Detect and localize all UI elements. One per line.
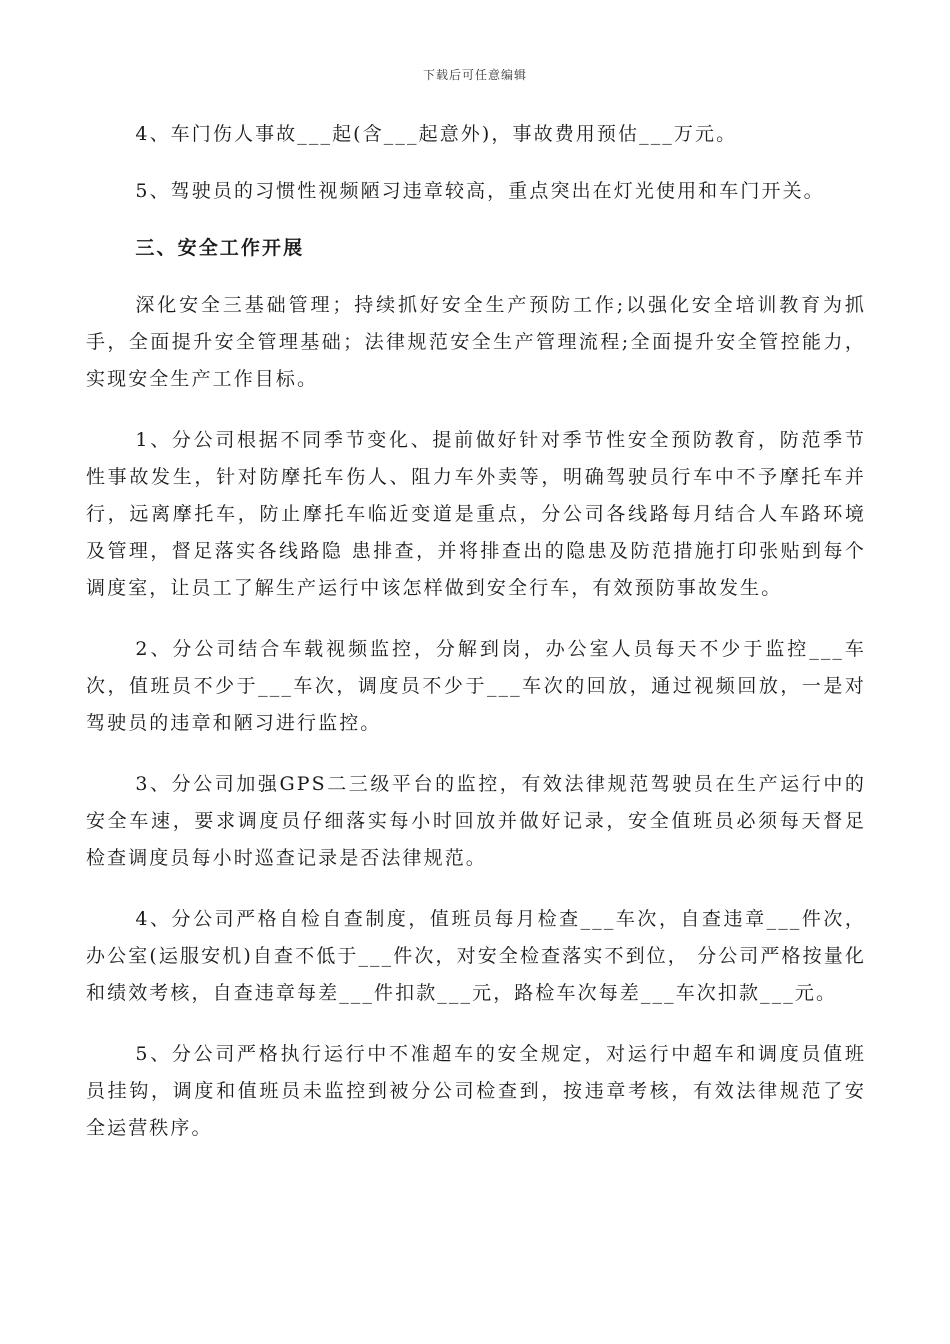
document-body (86, 116, 866, 1147)
paragraph-item-5: 5、驾驶员的习惯性视频陋习违章较高，重点突出在灯光使用和车门开关。 (135, 180, 825, 202)
paragraph-4: 4、分公司严格自检自查制度，值班员每月检查___车次，自查违章___件次，办公室(运服安机)自查不低于___件次，对安全检查落实不到位， 分公司严格按量化和绩效考核，自查违章每差___件扣款___元，路检车次每差___车次扣款___元。 (86, 908, 866, 1004)
paragraph-2: 2、分公司结合车载视频监控，分解到岗，办公室人员每天不少于监控___车次，值班员不少于___车次，调度员不少于___车次的回放，通过视频回放，一是对驾驶员的违章和陋习进行监控。 (86, 638, 866, 734)
paragraph-intro: 深化安全三基础管理；持续抓好安全生产预防工作;以强化安全培训教育为抓手，全面提升安全管理基础；法律规范安全生产管理流程;全面提升安全管控能力，实现安全生产工作目标。 (86, 294, 866, 390)
header-note: 下载后可任意编辑 (422, 68, 527, 82)
paragraph-3: 3、分公司加强GPS二三级平台的监控，有效法律规范驾驶员在生产运行中的安全车速，要求调度员仔细落实每小时回放并做好记录，安全值班员必须每天督足检查调度员每小时巡查记录是否法律规范。 (86, 773, 866, 869)
section-heading: 三、安全工作开展 (135, 237, 305, 259)
paragraph-1: 1、分公司根据不同季节变化、提前做好针对季节性安全预防教育，防范季节性事故发生，针对防摩托车伤人、阻力车外卖等，明确驾驶员行车中不予摩托车并行，远离摩托车，防止摩托车临近变道是重点，分公司各线路每月结合人车路环境及管理，督足落实各线路隐 患排查，并将排查出的隐患及防范措施打印张贴到每个调度室，让员工了解生产运行中该怎样做到安全行车，有效预防事故发生。 (86, 429, 866, 599)
paragraph-item-4: 4、车门伤人事故___起(含___起意外)，事故费用预估___万元。 (135, 123, 738, 145)
paragraph-5: 5、分公司严格执行运行中不准超车的安全规定，对运行中超车和调度员值班员挂钩，调度和值班员未监控到被分公司检查到，按违章考核，有效法律规范了安全运营秩序。 (86, 1043, 866, 1139)
